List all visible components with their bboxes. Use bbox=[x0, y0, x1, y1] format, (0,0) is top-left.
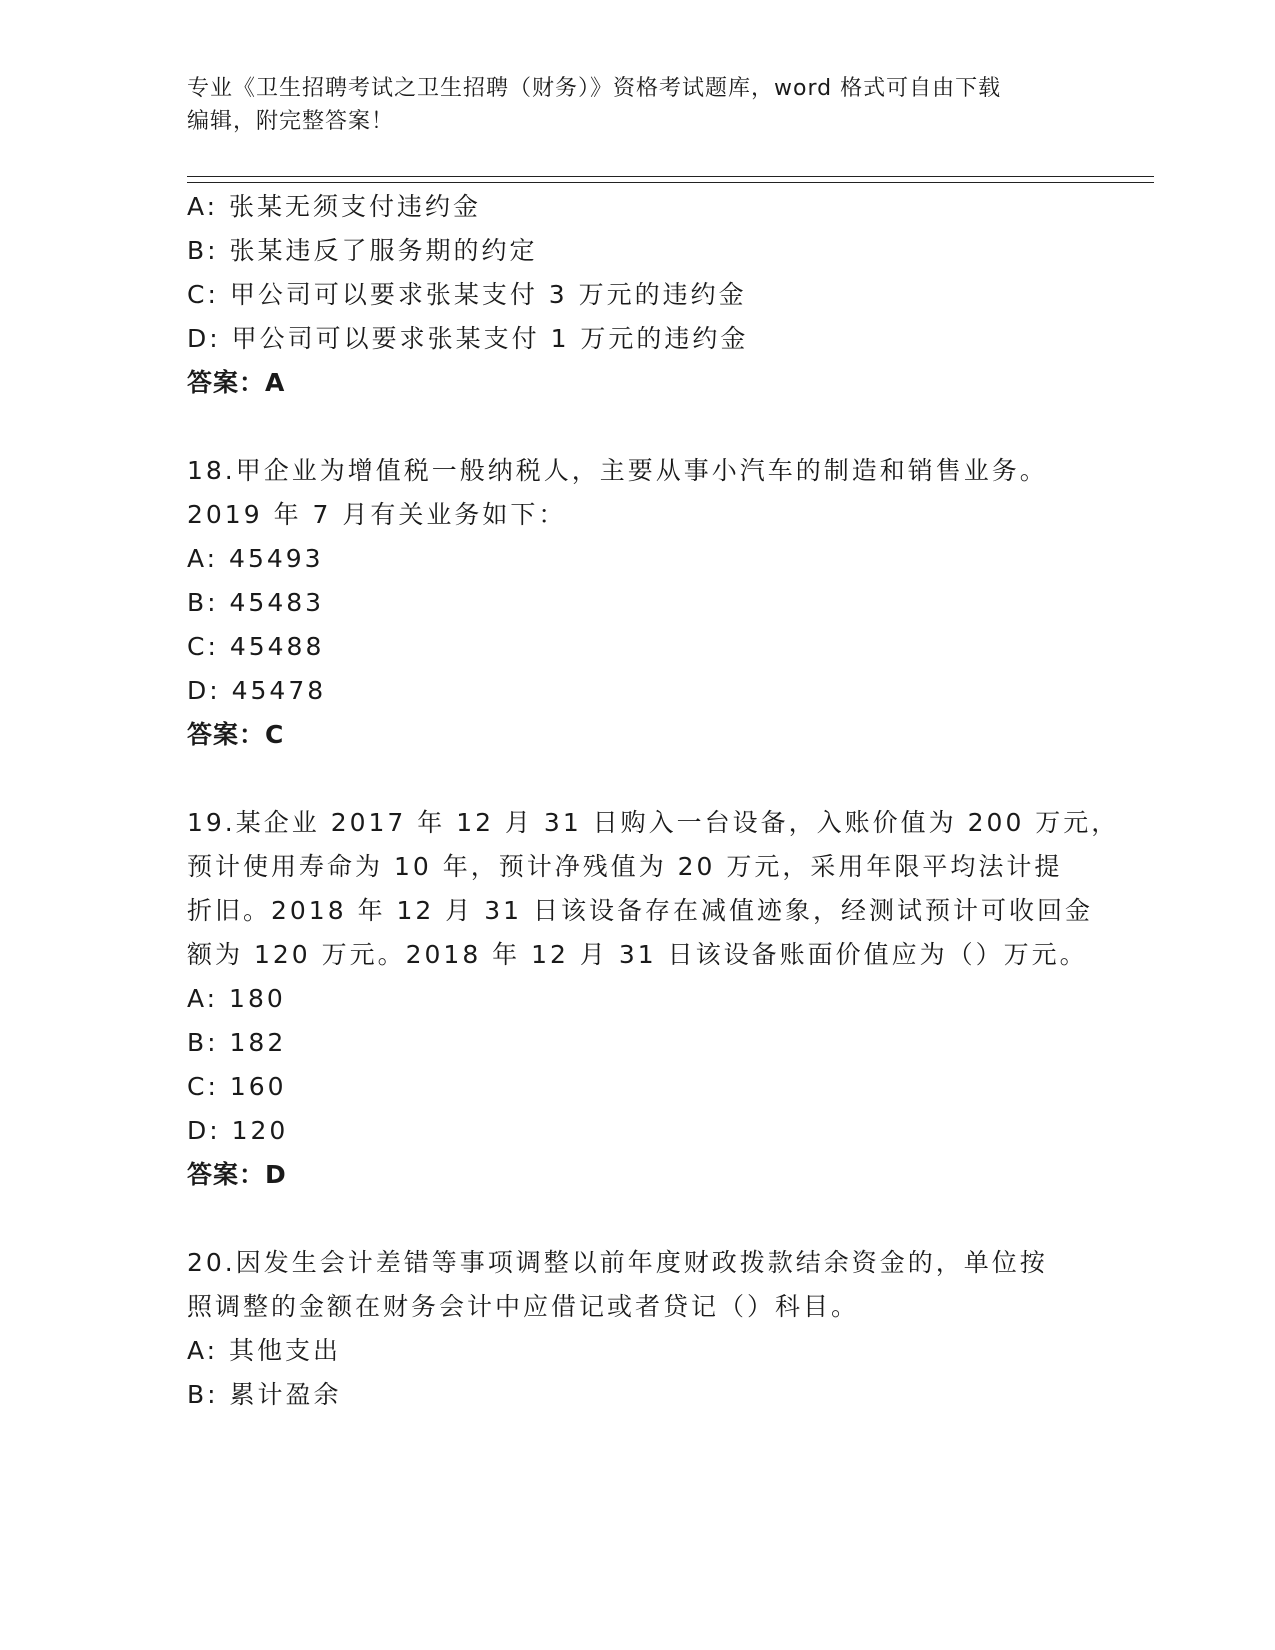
q18-stem-line-2: 2019 年 7 月有关业务如下： bbox=[187, 500, 567, 529]
q19-stem-line-4: 额为 120 万元。2018 年 12 月 31 日该设备账面价值应为（）万元。 bbox=[187, 940, 1088, 969]
q19-answer: 答案：D bbox=[187, 1160, 287, 1189]
q19-option-d: D: 120 bbox=[187, 1116, 289, 1145]
header-divider-top bbox=[187, 176, 1154, 177]
q19-stem-line-1: 19.某企业 2017 年 12 月 31 日购入一台设备，入账价值为 200 万元， bbox=[187, 808, 1120, 837]
q19-stem-line-2: 预计使用寿命为 10 年，预计净残值为 20 万元，采用年限平均法计提 bbox=[187, 852, 1063, 881]
q17-option-a: A: 张某无须支付违约金 bbox=[187, 192, 482, 221]
header-divider-bottom bbox=[187, 182, 1154, 183]
q19-stem-line-3: 折旧。2018 年 12 月 31 日该设备存在减值迹象，经测试预计可收回金 bbox=[187, 896, 1093, 925]
q18-option-c: C: 45488 bbox=[187, 632, 325, 661]
q18-option-b: B: 45483 bbox=[187, 588, 325, 617]
q20-option-a: A: 其他支出 bbox=[187, 1336, 342, 1365]
q17-option-c: C: 甲公司可以要求张某支付 3 万元的违约金 bbox=[187, 280, 747, 309]
header-line-2: 编辑，附完整答案！ bbox=[187, 109, 395, 134]
q20-stem-line-1: 20.因发生会计差错等事项调整以前年度财政拨款结余资金的，单位按 bbox=[187, 1248, 1048, 1277]
q18-stem-line-1: 18.甲企业为增值税一般纳税人，主要从事小汽车的制造和销售业务。 bbox=[187, 456, 1048, 485]
q17-answer: 答案：A bbox=[187, 368, 286, 397]
q18-option-a: A: 45493 bbox=[187, 544, 324, 573]
q20-option-b: B: 累计盈余 bbox=[187, 1380, 342, 1409]
q19-option-b: B: 182 bbox=[187, 1028, 287, 1057]
q17-option-b: B: 张某违反了服务期的约定 bbox=[187, 236, 538, 265]
header-line-1: 专业《卫生招聘考试之卫生招聘（财务）》资格考试题库，word 格式可自由下载 bbox=[187, 76, 1002, 101]
q18-answer: 答案：C bbox=[187, 720, 285, 749]
q17-option-d: D: 甲公司可以要求张某支付 1 万元的违约金 bbox=[187, 324, 749, 353]
q18-option-d: D: 45478 bbox=[187, 676, 327, 705]
document-header bbox=[187, 72, 1087, 138]
q19-option-a: A: 180 bbox=[187, 984, 286, 1013]
q19-option-c: C: 160 bbox=[187, 1072, 287, 1101]
q20-stem-line-2: 照调整的金额在财务会计中应借记或者贷记（）科目。 bbox=[187, 1292, 860, 1321]
